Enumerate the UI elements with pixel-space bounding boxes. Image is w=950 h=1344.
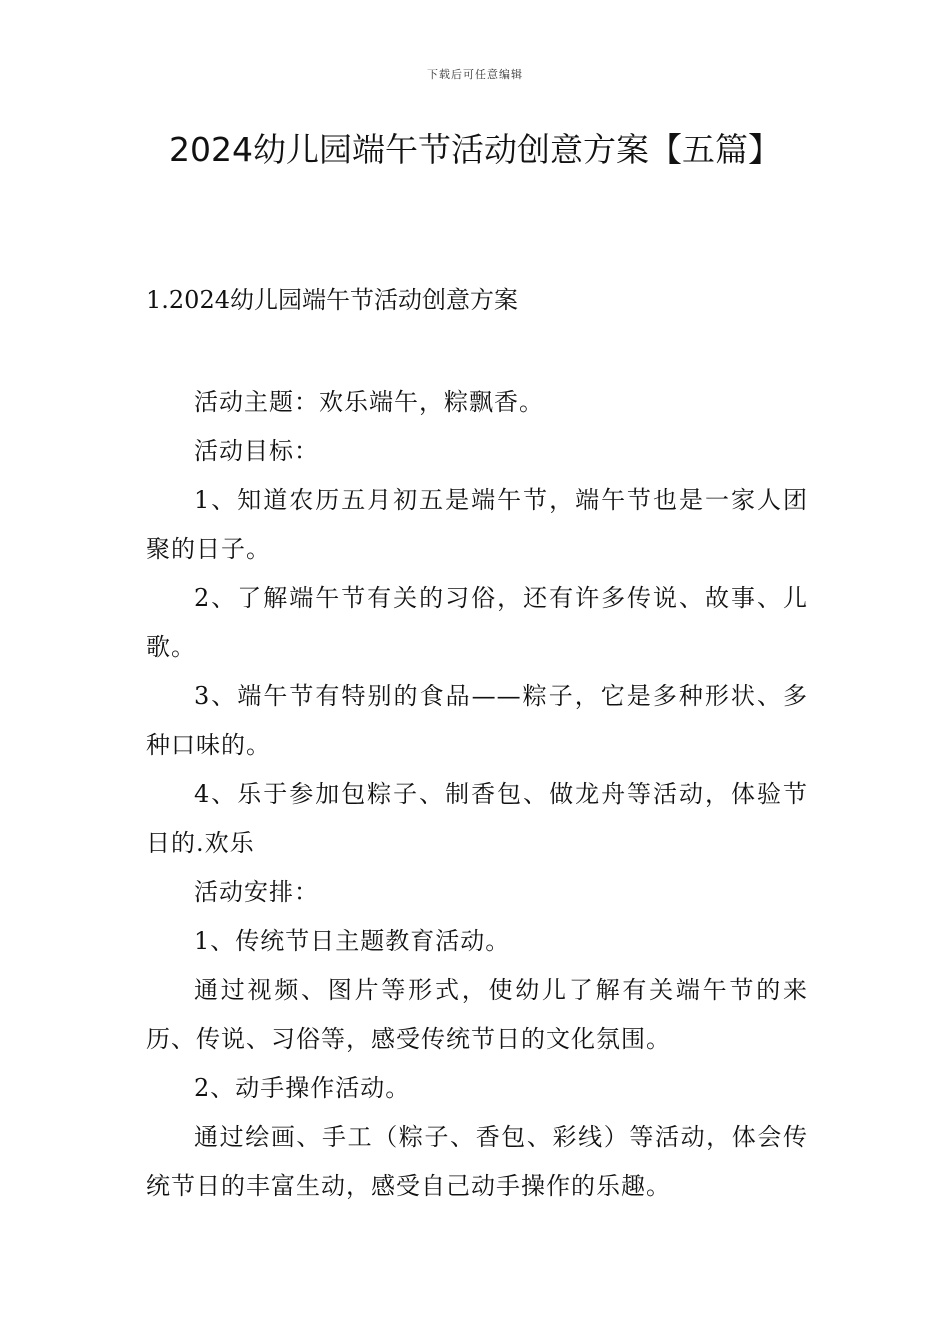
paragraph-activity-goals-label: 活动目标： <box>194 437 319 465</box>
paragraph-plan-2-title: 2、动手操作活动。 <box>194 1074 411 1102</box>
section-heading: 1.2024幼儿园端午节活动创意方案 <box>146 286 518 314</box>
paragraph-activity-plan-label: 活动安排： <box>194 878 319 906</box>
paragraph-plan-1-detail: 通过视频、图片等形式，使幼儿了解有关端午节的来历、传说、习俗等，感受传统节日的文化氛围。 <box>146 976 808 1053</box>
paragraph-goal-4: 4、乐于参加包粽子、制香包、做龙舟等活动，体验节日的.欢乐 <box>146 780 808 857</box>
paragraph-goal-2: 2、了解端午节有关的习俗，还有许多传说、故事、儿歌。 <box>146 584 808 661</box>
paragraph-goal-3: 3、端午节有特别的食品——粽子，它是多种形状、多种口味的。 <box>146 682 808 759</box>
header-note: 下载后可任意编辑 <box>427 68 523 81</box>
paragraph-activity-theme: 活动主题：欢乐端午，粽飘香。 <box>194 388 544 416</box>
section-body <box>146 378 808 1211</box>
paragraph-plan-1-title: 1、传统节日主题教育活动。 <box>194 927 511 955</box>
paragraph-goal-1: 1、知道农历五月初五是端午节，端午节也是一家人团聚的日子。 <box>146 486 808 563</box>
document-title: 2024幼儿园端午节活动创意方案【五篇】 <box>169 130 781 169</box>
paragraph-plan-2-detail: 通过绘画、手工（粽子、香包、彩线）等活动，体会传统节日的丰富生动，感受自己动手操作的乐趣。 <box>146 1123 808 1200</box>
